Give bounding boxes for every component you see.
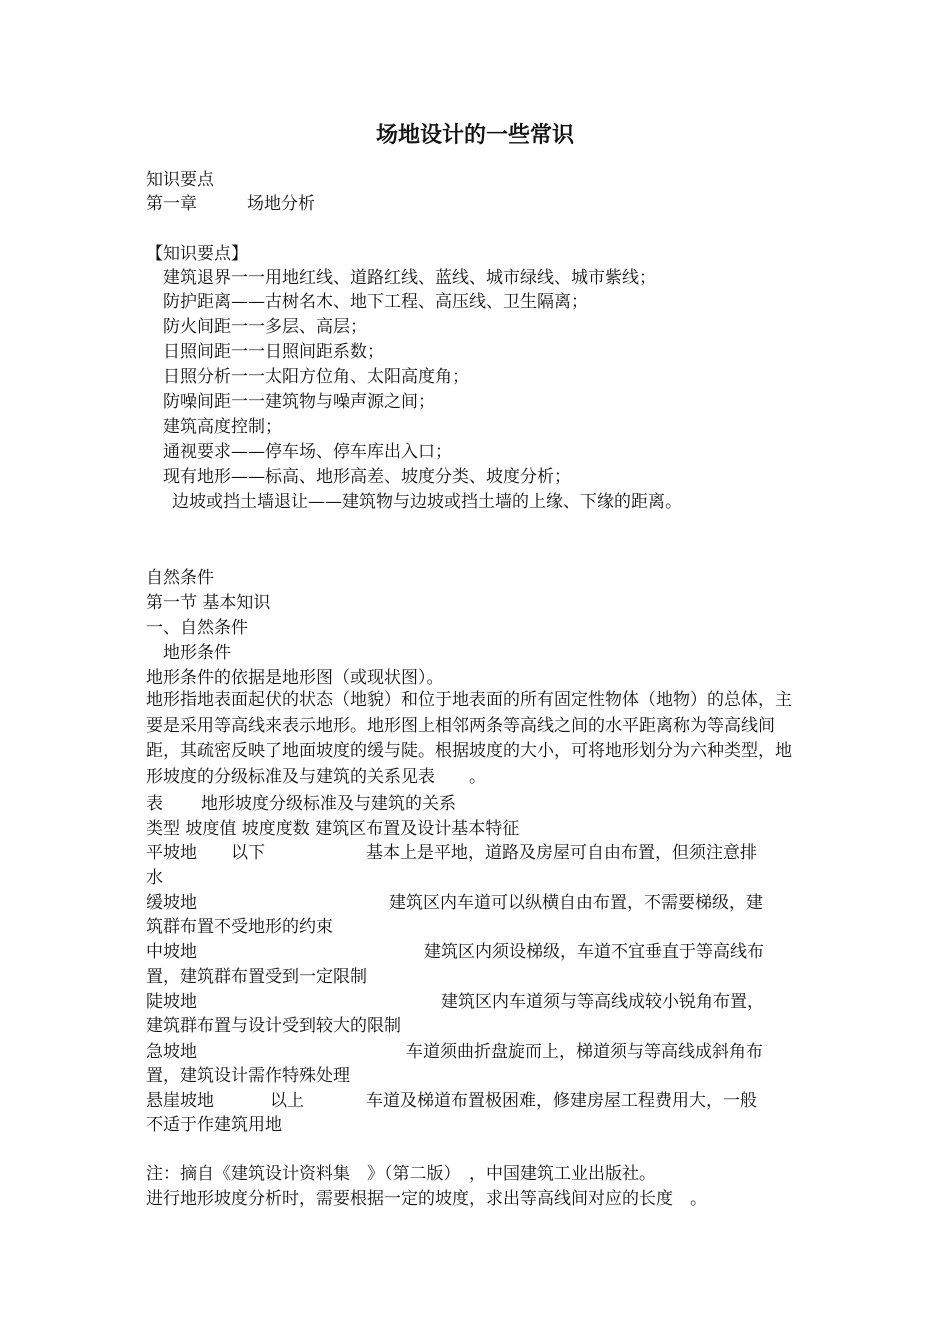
subsection-title: 一、自然条件 — [146, 618, 248, 638]
row-desc-cont: 不适于作建筑用地 — [146, 1115, 282, 1135]
key-point-item: 现有地形——标高、地形高差、坡度分类、坡度分析； — [163, 467, 571, 487]
row-type: 缓坡地 — [146, 893, 197, 913]
key-point-item: 防火间距一一多层、高层； — [163, 317, 367, 337]
row-type: 急坡地 — [146, 1042, 197, 1062]
key-point-item: 边坡或挡土墙退让——建筑物与边坡或挡土墙的上缘、下缘的距离。 — [172, 492, 682, 512]
table-row — [146, 841, 197, 865]
key-point-item: 防护距离——古树名木、地下工程、高压线、卫生隔离； — [163, 292, 588, 312]
row-type: 平坡地 — [146, 843, 197, 863]
row-desc-cont: 置，建筑设计需作特殊处理 — [146, 1066, 350, 1086]
source-note: 注：摘自《建筑设计资料集 》（第二版） ，中国建筑工业出版社。 — [146, 1164, 656, 1184]
row-desc-cont: 筑群布置不受地形的约束 — [146, 917, 333, 937]
paragraph: 地形条件的依据是地形图（或现状图）。 — [146, 668, 444, 688]
page-title: 场地设计的一些常识 — [375, 123, 574, 148]
table-header: 类型 坡度值 坡度度数 建筑区布置及设计基本特征 — [146, 819, 520, 839]
row-desc: 建筑区内车道可以纵横自由布置，不需要梯级，建 — [389, 893, 763, 913]
row-type: 悬崖坡地 — [146, 1091, 214, 1111]
chapter-number: 第一章 — [146, 194, 197, 214]
row-type: 中坡地 — [146, 942, 197, 962]
key-point-item: 日照间距一一日照间距系数； — [163, 342, 384, 362]
row-value: 以下 — [231, 843, 265, 863]
chapter-title: 场地分析 — [247, 194, 315, 214]
row-type: 陡坡地 — [146, 992, 197, 1012]
table-caption-text: 地形坡度分级标准及与建筑的关系 — [201, 794, 456, 814]
table-caption — [146, 792, 456, 816]
key-point-item: 日照分析一一太阳方位角、太阳高度角； — [163, 367, 469, 387]
knowledge-points-label: 知识要点 — [146, 170, 214, 190]
row-desc-cont: 置，建筑群布置受到一定限制 — [146, 967, 367, 987]
row-desc: 建筑区内车道须与等高线成较小锐角布置， — [441, 992, 764, 1012]
chapter-heading — [146, 192, 315, 216]
terrain-heading: 地形条件 — [163, 643, 231, 663]
key-point-item: 建筑退界一一用地红线、道路红线、蓝线、城市绿线、城市紫线； — [163, 268, 656, 288]
key-point-item: 通视要求——停车场、停车库出入口； — [163, 442, 452, 462]
row-desc: 建筑区内须设梯级，车道不宜垂直于等高线布 — [424, 942, 764, 962]
section-title: 第一节 基本知识 — [146, 593, 271, 613]
natural-conditions-label: 自然条件 — [146, 568, 214, 588]
key-points-heading: 【知识要点】 — [146, 244, 248, 264]
row-desc: 基本上是平地，道路及房屋可自由布置，但须注意排 — [366, 843, 757, 863]
key-point-item: 防噪间距一一建筑物与噪声源之间； — [163, 392, 435, 412]
row-desc: 车道须曲折盘旋而上，梯道须与等高线成斜角布 — [406, 1042, 763, 1062]
key-point-item: 建筑高度控制； — [163, 417, 282, 437]
table-caption-label: 表 — [146, 794, 163, 814]
row-desc: 车道及梯道布置极困难，修建房屋工程费用大，一般 — [366, 1091, 757, 1111]
row-desc-cont: 水 — [146, 868, 163, 888]
row-desc-cont: 建筑群布置与设计受到较大的限制 — [146, 1016, 401, 1036]
paragraph: 地形指地表面起伏的状态（地貌）和位于地表面的所有固定性物体（地物）的总体，主要是采用等高线来表示地形。地形图上相邻两条等高线之间的水平距离称为等高线间距，其疏密反映了地面坡度的缓与陡。根据坡度的大小，可将地形划分为六种类型，地形坡度的分级标准及与建筑的关系见表 。 — [146, 690, 792, 787]
closing-paragraph: 进行地形坡度分析时，需要根据一定的坡度，求出等高线间对应的长度 。 — [146, 1189, 707, 1209]
row-value: 以上 — [270, 1091, 304, 1111]
